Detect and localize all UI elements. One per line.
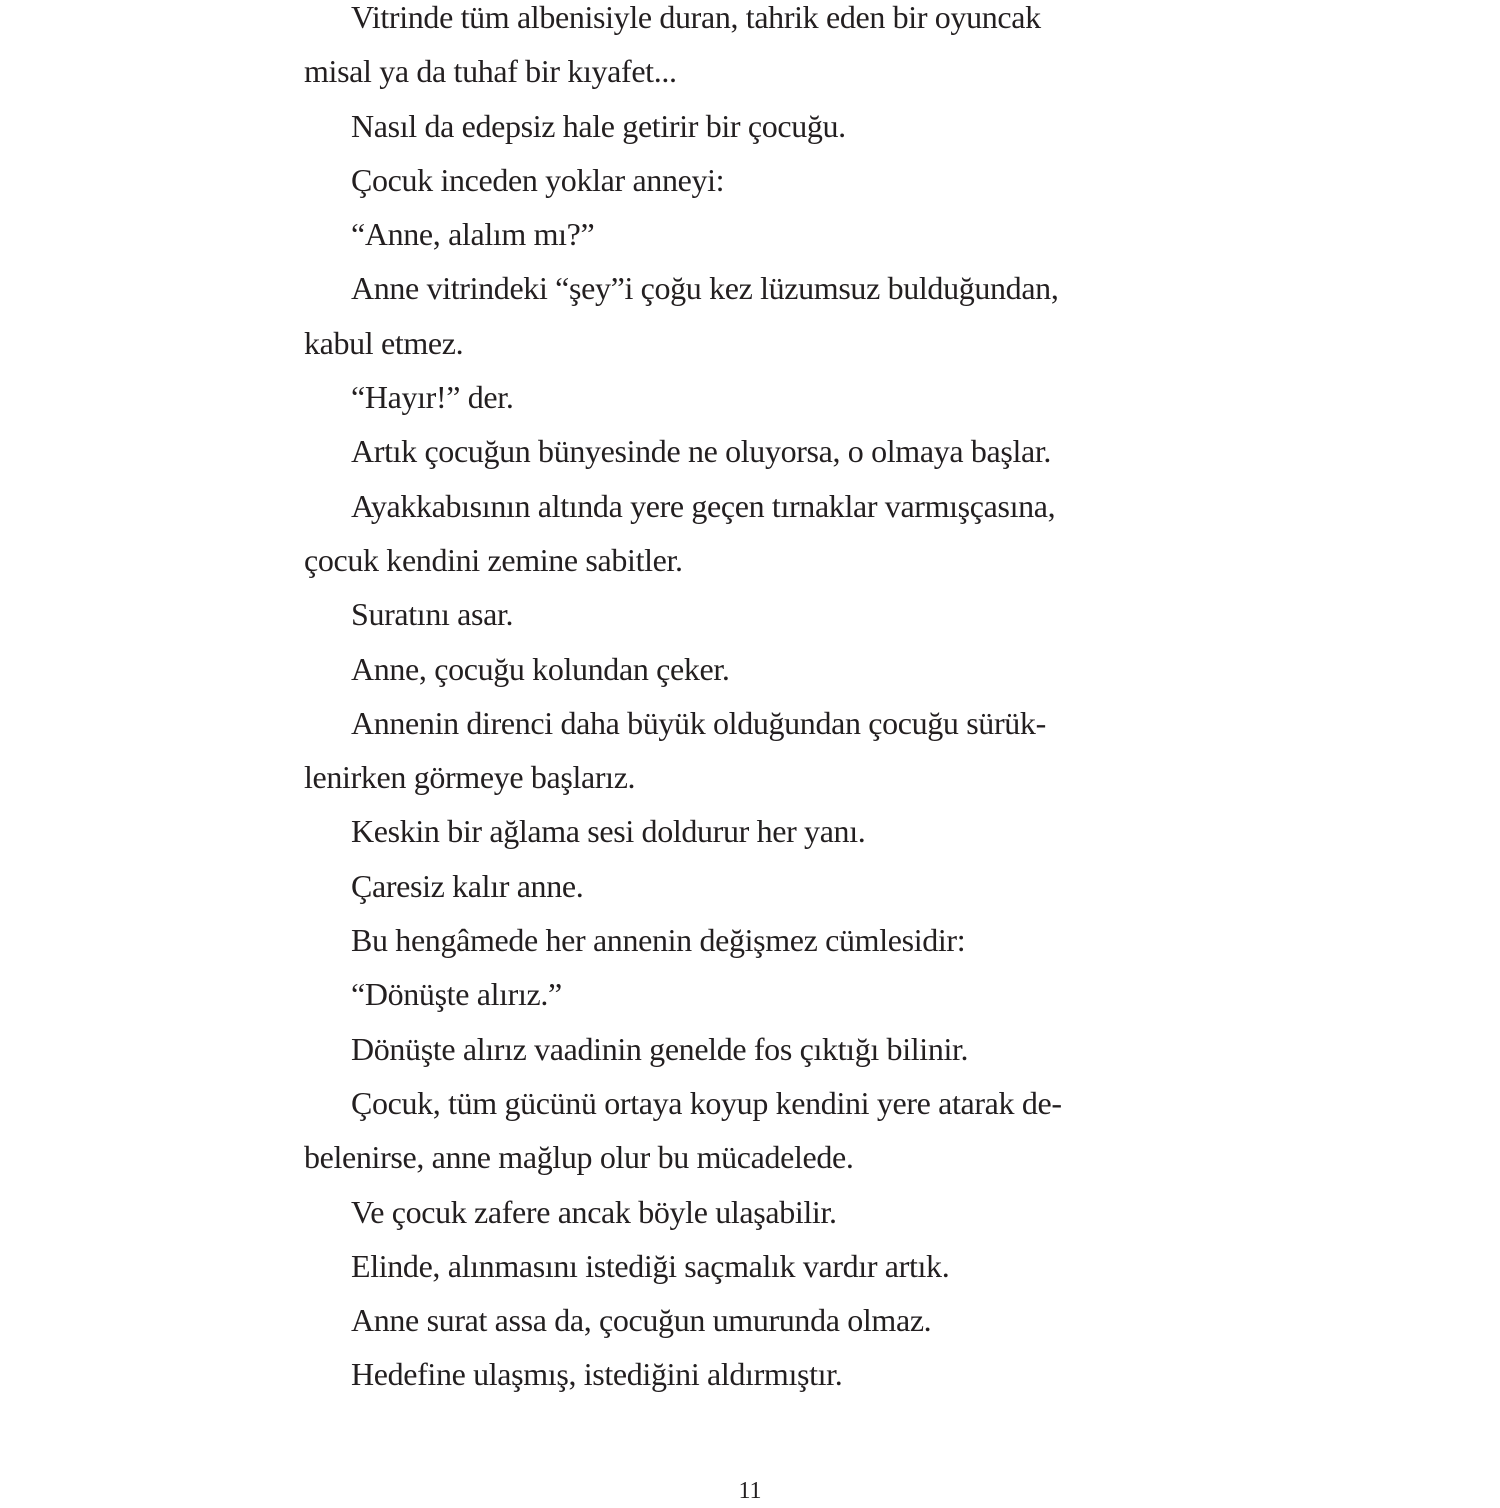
text-line: “Anne, alalım mı?”	[351, 216, 595, 253]
text-line: Ve çocuk zafere ancak böyle ulaşabilir.	[351, 1193, 837, 1230]
text-line: Bu hengâmede her annenin değişmez cümlesidir:	[351, 922, 966, 959]
text-line: misal ya da tuhaf bir kıyafet...	[304, 53, 677, 90]
text-line: Suratını asar.	[351, 596, 514, 633]
text-line: Anne vitrindeki “şey”i çoğu kez lüzumsuz bulduğundan,	[351, 270, 1059, 307]
text-line: Çocuk inceden yoklar anneyi:	[351, 161, 725, 198]
text-line: kabul etmez.	[304, 324, 464, 361]
text-line: Çocuk, tüm gücünü ortaya koyup kendini yere atarak de-	[351, 1084, 1062, 1121]
text-line: “Hayır!” der.	[351, 379, 514, 416]
text-line: “Dönüşte alırız.”	[351, 976, 562, 1013]
text-line: Ayakkabısının altında yere geçen tırnaklar varmışçasına,	[351, 487, 1056, 524]
text-line: Nasıl da edepsiz hale getirir bir çocuğu.	[351, 107, 846, 144]
text-line: Anne, çocuğu kolundan çeker.	[351, 650, 730, 687]
text-line: Hedefine ulaşmış, istediğini aldırmıştır.	[351, 1356, 843, 1393]
text-line: Elinde, alınmasını istediği saçmalık vardır artık.	[351, 1247, 950, 1284]
body-text	[304, 0, 1204, 1402]
page-number: 11	[738, 1478, 762, 1504]
text-line: Artık çocuğun bünyesinde ne oluyorsa, o olmaya başlar.	[351, 433, 1052, 470]
text-line: çocuk kendini zemine sabitler.	[304, 541, 683, 578]
text-line: Anne surat assa da, çocuğun umurunda olmaz.	[351, 1302, 932, 1339]
text-line: lenirken görmeye başlarız.	[304, 759, 636, 796]
text-line: Keskin bir ağlama sesi doldurur her yanı.	[351, 813, 866, 850]
text-line: belenirse, anne mağlup olur bu mücadelede.	[304, 1139, 854, 1176]
text-line: Annenin direnci daha büyük olduğundan çocuğu sürük-	[351, 704, 1046, 741]
text-line: Çaresiz kalır anne.	[351, 867, 584, 904]
text-line: Vitrinde tüm albenisiyle duran, tahrik eden bir oyuncak	[351, 0, 1041, 35]
text-line: Dönüşte alırız vaadinin genelde fos çıktığı bilinir.	[351, 1030, 969, 1067]
